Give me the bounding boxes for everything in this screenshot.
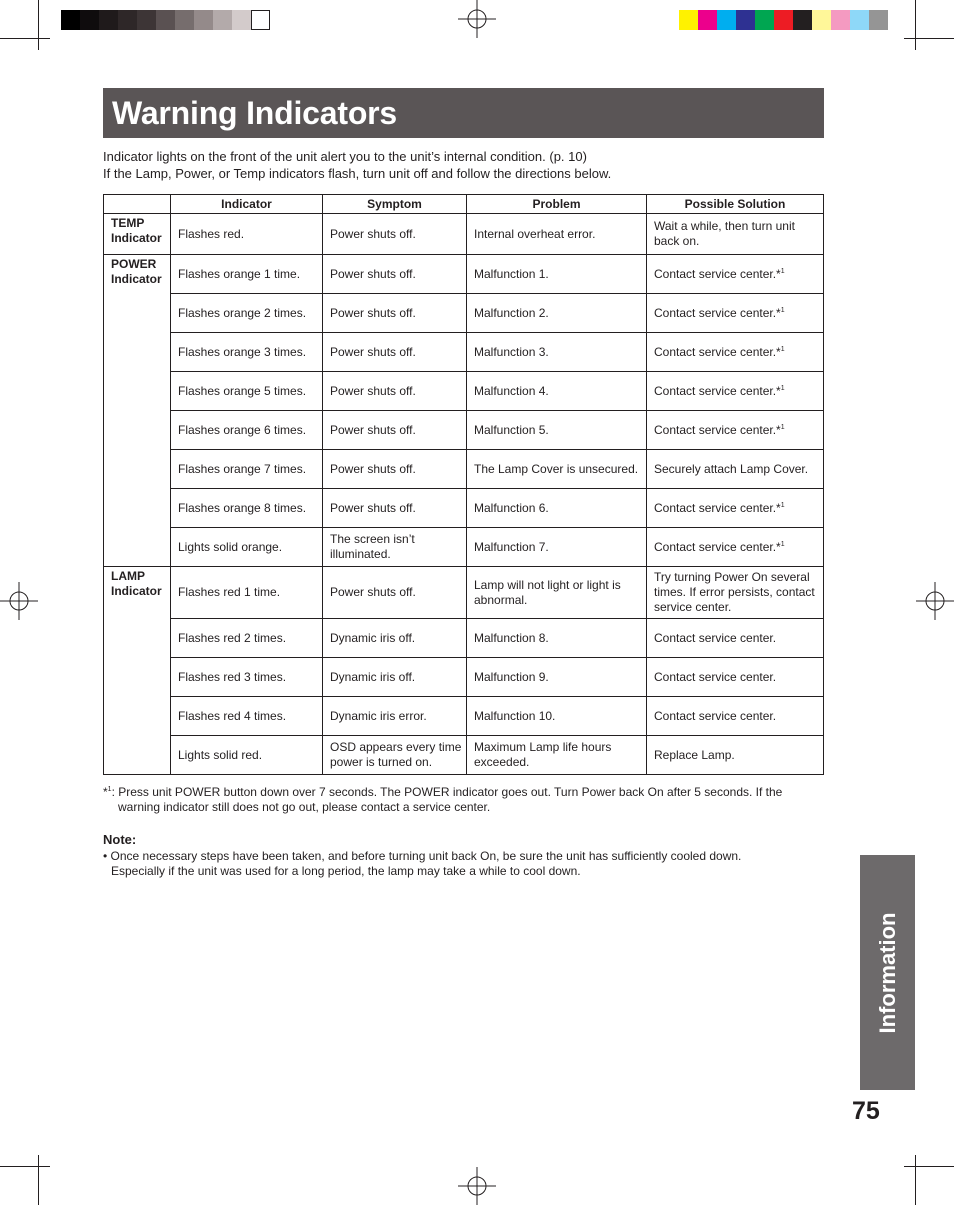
- table-row: [104, 214, 824, 255]
- color-swatch: [232, 10, 251, 30]
- note-section: [103, 832, 823, 879]
- cell-solution: [647, 372, 824, 411]
- footnote-reference: 1: [780, 501, 785, 509]
- cell-text: Contact service center.*: [654, 305, 781, 320]
- intro-line: If the Lamp, Power, or Temp indicators flash, turn unit off and follow the directions below.: [103, 166, 612, 181]
- cell-solution: Contact service center.: [647, 697, 824, 736]
- cell-solution: [647, 294, 824, 333]
- cell-symptom: Dynamic iris error.: [323, 697, 467, 736]
- cell-indicator: Flashes red 4 times.: [171, 697, 323, 736]
- cell-symptom: Power shuts off.: [323, 411, 467, 450]
- table-row: [104, 697, 824, 736]
- color-swatch: [194, 10, 213, 30]
- table-row: [104, 567, 824, 619]
- section-tab-label: Information: [874, 912, 900, 1033]
- crop-mark: [0, 38, 50, 39]
- group-cell-power: POWER Indicator: [104, 255, 171, 567]
- cell-symptom: The screen isn’t illuminated.: [323, 528, 467, 567]
- table-header-blank: [104, 195, 171, 214]
- cell-solution: Securely attach Lamp Cover.: [647, 450, 824, 489]
- color-swatch: [736, 10, 755, 30]
- cell-symptom: Power shuts off.: [323, 567, 467, 619]
- table-row: [104, 372, 824, 411]
- cell-text: Contact service center.*: [654, 500, 781, 515]
- table-row: [104, 411, 824, 450]
- group-cell-lamp: LAMP Indicator: [104, 567, 171, 775]
- cell-problem: The Lamp Cover is unsecured.: [467, 450, 647, 489]
- cell-problem: Malfunction 4.: [467, 372, 647, 411]
- cell-indicator: Flashes red 2 times.: [171, 619, 323, 658]
- table-row: [104, 658, 824, 697]
- cell-solution: [647, 255, 824, 294]
- footnote-reference: 1: [780, 540, 785, 548]
- cell-indicator: Flashes orange 2 times.: [171, 294, 323, 333]
- color-swatch: [774, 10, 793, 30]
- footnote-number: 1: [107, 786, 112, 793]
- cell-problem: Malfunction 10.: [467, 697, 647, 736]
- footnote-text: : Press unit POWER button down over 7 seconds. The POWER indicator goes out. Turn Power back On after 5 seconds. If the: [111, 785, 783, 799]
- warning-indicators-table: [103, 194, 824, 775]
- cell-symptom: Power shuts off.: [323, 255, 467, 294]
- cell-problem: Lamp will not light or light is abnormal.: [467, 567, 647, 619]
- cell-text: Contact service center.*: [654, 383, 781, 398]
- cell-text: Contact service center.*: [654, 266, 781, 281]
- cell-text: Contact service center.*: [654, 422, 781, 437]
- cell-indicator: Flashes orange 8 times.: [171, 489, 323, 528]
- group-cell-temp: TEMP Indicator: [104, 214, 171, 255]
- cell-symptom: Power shuts off.: [323, 294, 467, 333]
- intro-line: Indicator lights on the front of the unit alert you to the unit’s internal condition. (p. 10): [103, 149, 587, 164]
- cell-symptom: OSD appears every time power is turned on.: [323, 736, 467, 775]
- color-swatch: [850, 10, 869, 30]
- cell-solution: Contact service center.: [647, 619, 824, 658]
- cell-solution: Wait a while, then turn unit back on.: [647, 214, 824, 255]
- cell-indicator: Flashes red.: [171, 214, 323, 255]
- cell-indicator: Flashes orange 1 time.: [171, 255, 323, 294]
- crop-mark: [0, 1166, 50, 1167]
- table-row: [104, 294, 824, 333]
- table-header: Possible Solution: [647, 195, 824, 214]
- cell-symptom: Dynamic iris off.: [323, 658, 467, 697]
- table-row: [104, 528, 824, 567]
- color-swatch: [156, 10, 175, 30]
- cell-solution: [647, 528, 824, 567]
- cell-problem: Malfunction 6.: [467, 489, 647, 528]
- cell-solution: [647, 489, 824, 528]
- table-header: Symptom: [323, 195, 467, 214]
- table-row: [104, 255, 824, 294]
- color-swatch: [812, 10, 831, 30]
- cell-text: Contact service center.*: [654, 344, 781, 359]
- registration-mark-icon: [916, 582, 954, 620]
- page-title: Warning Indicators: [112, 95, 398, 131]
- color-swatch: [755, 10, 774, 30]
- table-row: [104, 619, 824, 658]
- color-swatch: [251, 10, 270, 30]
- cell-indicator: Lights solid red.: [171, 736, 323, 775]
- section-tab-information: [860, 855, 915, 1090]
- cell-symptom: Dynamic iris off.: [323, 619, 467, 658]
- color-swatch: [175, 10, 194, 30]
- footnote-reference: 1: [780, 423, 785, 431]
- grayscale-color-bar: [61, 10, 270, 30]
- cell-symptom: Power shuts off.: [323, 489, 467, 528]
- intro-text: [103, 148, 611, 182]
- color-swatch: [679, 10, 698, 30]
- registration-mark-icon: [458, 0, 496, 38]
- cell-problem: Maximum Lamp life hours exceeded.: [467, 736, 647, 775]
- table-row: [104, 736, 824, 775]
- footnote-reference: 1: [780, 267, 785, 275]
- cell-solution: Replace Lamp.: [647, 736, 824, 775]
- note-text: Especially if the unit was used for a long period, the lamp may take a while to cool down.: [111, 864, 581, 878]
- color-swatch: [717, 10, 736, 30]
- cell-problem: Malfunction 7.: [467, 528, 647, 567]
- page-number: 75: [852, 1097, 880, 1125]
- cell-problem: Malfunction 8.: [467, 619, 647, 658]
- table-row: [104, 333, 824, 372]
- color-swatch: [793, 10, 812, 30]
- table-row: [104, 489, 824, 528]
- color-swatch: [99, 10, 118, 30]
- crop-mark: [38, 0, 39, 50]
- cell-indicator: Flashes orange 5 times.: [171, 372, 323, 411]
- cell-indicator: Flashes red 1 time.: [171, 567, 323, 619]
- cell-solution: [647, 333, 824, 372]
- footnote-reference: 1: [780, 306, 785, 314]
- cell-solution: Try turning Power On several times. If error persists, contact service center.: [647, 567, 824, 619]
- process-color-bar: [679, 10, 888, 30]
- registration-mark-icon: [0, 582, 38, 620]
- cell-symptom: Power shuts off.: [323, 372, 467, 411]
- cell-indicator: Flashes orange 7 times.: [171, 450, 323, 489]
- cell-symptom: Power shuts off.: [323, 214, 467, 255]
- cell-problem: Malfunction 3.: [467, 333, 647, 372]
- table-header-row: [104, 195, 824, 214]
- cell-solution: [647, 411, 824, 450]
- cell-symptom: Power shuts off.: [323, 450, 467, 489]
- footnote-text: warning indicator still does not go out, please contact a service center.: [118, 800, 491, 814]
- cell-problem: Internal overheat error.: [467, 214, 647, 255]
- note-text: • Once necessary steps have been taken, and before turning unit back On, be sure the unit has sufficiently cooled down.: [103, 849, 742, 863]
- cell-indicator: Flashes red 3 times.: [171, 658, 323, 697]
- cell-symptom: Power shuts off.: [323, 333, 467, 372]
- color-swatch: [213, 10, 232, 30]
- color-swatch: [118, 10, 137, 30]
- color-swatch: [137, 10, 156, 30]
- note-heading: Note:: [103, 832, 137, 847]
- crop-mark: [904, 38, 954, 39]
- cell-problem: Malfunction 9.: [467, 658, 647, 697]
- cell-solution: Contact service center.: [647, 658, 824, 697]
- crop-mark: [915, 1155, 916, 1205]
- table-header: Indicator: [171, 195, 323, 214]
- color-swatch: [80, 10, 99, 30]
- cell-problem: Malfunction 5.: [467, 411, 647, 450]
- cell-problem: Malfunction 1.: [467, 255, 647, 294]
- cell-problem: Malfunction 2.: [467, 294, 647, 333]
- table-row: [104, 450, 824, 489]
- footnote-reference: 1: [780, 384, 785, 392]
- cell-text: Contact service center.*: [654, 539, 781, 554]
- cell-indicator: Lights solid orange.: [171, 528, 323, 567]
- cell-indicator: Flashes orange 6 times.: [171, 411, 323, 450]
- cell-indicator: Flashes orange 3 times.: [171, 333, 323, 372]
- registration-mark-icon: [458, 1167, 496, 1205]
- footnote: [103, 785, 823, 815]
- footnote-marker: *: [103, 785, 108, 799]
- color-swatch: [869, 10, 888, 30]
- crop-mark: [915, 0, 916, 50]
- crop-mark: [38, 1155, 39, 1205]
- table-header: Problem: [467, 195, 647, 214]
- color-swatch: [61, 10, 80, 30]
- color-swatch: [831, 10, 850, 30]
- title-bar: [103, 88, 824, 138]
- footnote-reference: 1: [780, 345, 785, 353]
- crop-mark: [904, 1166, 954, 1167]
- color-swatch: [698, 10, 717, 30]
